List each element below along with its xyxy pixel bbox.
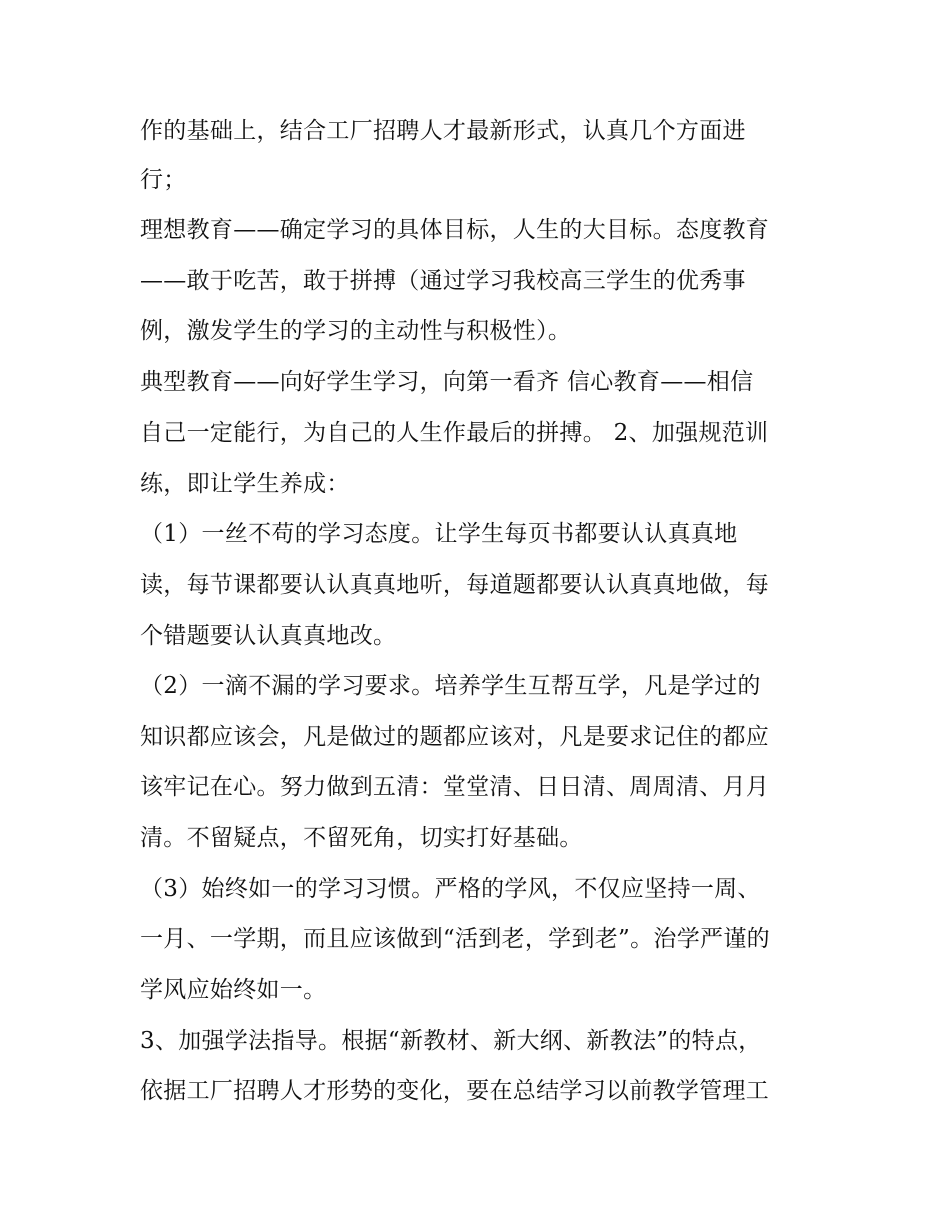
text-line: 例，激发学生的学习的主动性与积极性）。: [140, 318, 572, 344]
text-line: 学风应始终如一。: [140, 977, 327, 1003]
text-line: （1）一丝不苟的学习态度。让学生每页书都要认认真真地: [140, 521, 738, 547]
text-line: 自己一定能行，为自己的人生作最后的拼搏。 2、加强规范训: [140, 420, 769, 446]
text-line: （3）始终如一的学习习惯。严格的学风，不仅应坚持一周、: [140, 876, 761, 902]
text-line: 一月、一学期，而且应该做到“活到老，学到老”。治学严谨的: [140, 926, 770, 952]
text-line: 理想教育——确定学习的具体目标，人生的大目标。态度教育: [140, 217, 770, 243]
text-line: 依据工厂招聘人才形势的变化，要在总结学习以前教学管理工: [140, 1078, 770, 1104]
text-line: 个错题要认认真真地改。: [140, 623, 397, 649]
text-line: 作的基础上，结合工厂招聘人才最新形式，认真几个方面进: [140, 118, 746, 144]
text-line: 该牢记在心。努力做到五清：堂堂清、日日清、周周清、月月: [140, 774, 770, 800]
text-line: ——敢于吃苦，敢于拼搏（通过学习我校高三学生的优秀事: [140, 268, 746, 294]
text-line: 读，每节课都要认认真真地听，每道题都要认认真真地做，每: [140, 572, 770, 598]
text-line: 清。不留疑点，不留死角，切实打好基础。: [140, 825, 583, 851]
text-line: （2）一滴不漏的学习要求。培养学生互帮互学，凡是学过的: [140, 673, 761, 699]
text-line: 练，即让学生养成：: [140, 471, 350, 497]
text-line: 行；: [140, 167, 187, 193]
text-line: 典型教育——向好学生学习，向第一看齐 信心教育——相信: [140, 369, 754, 395]
text-line: 知识都应该会，凡是做过的题都应该对，凡是要求记住的都应: [140, 724, 770, 750]
text-line: 3、加强学法指导。根据“新教材、新大纲、新教法”的特点，: [140, 1028, 762, 1054]
